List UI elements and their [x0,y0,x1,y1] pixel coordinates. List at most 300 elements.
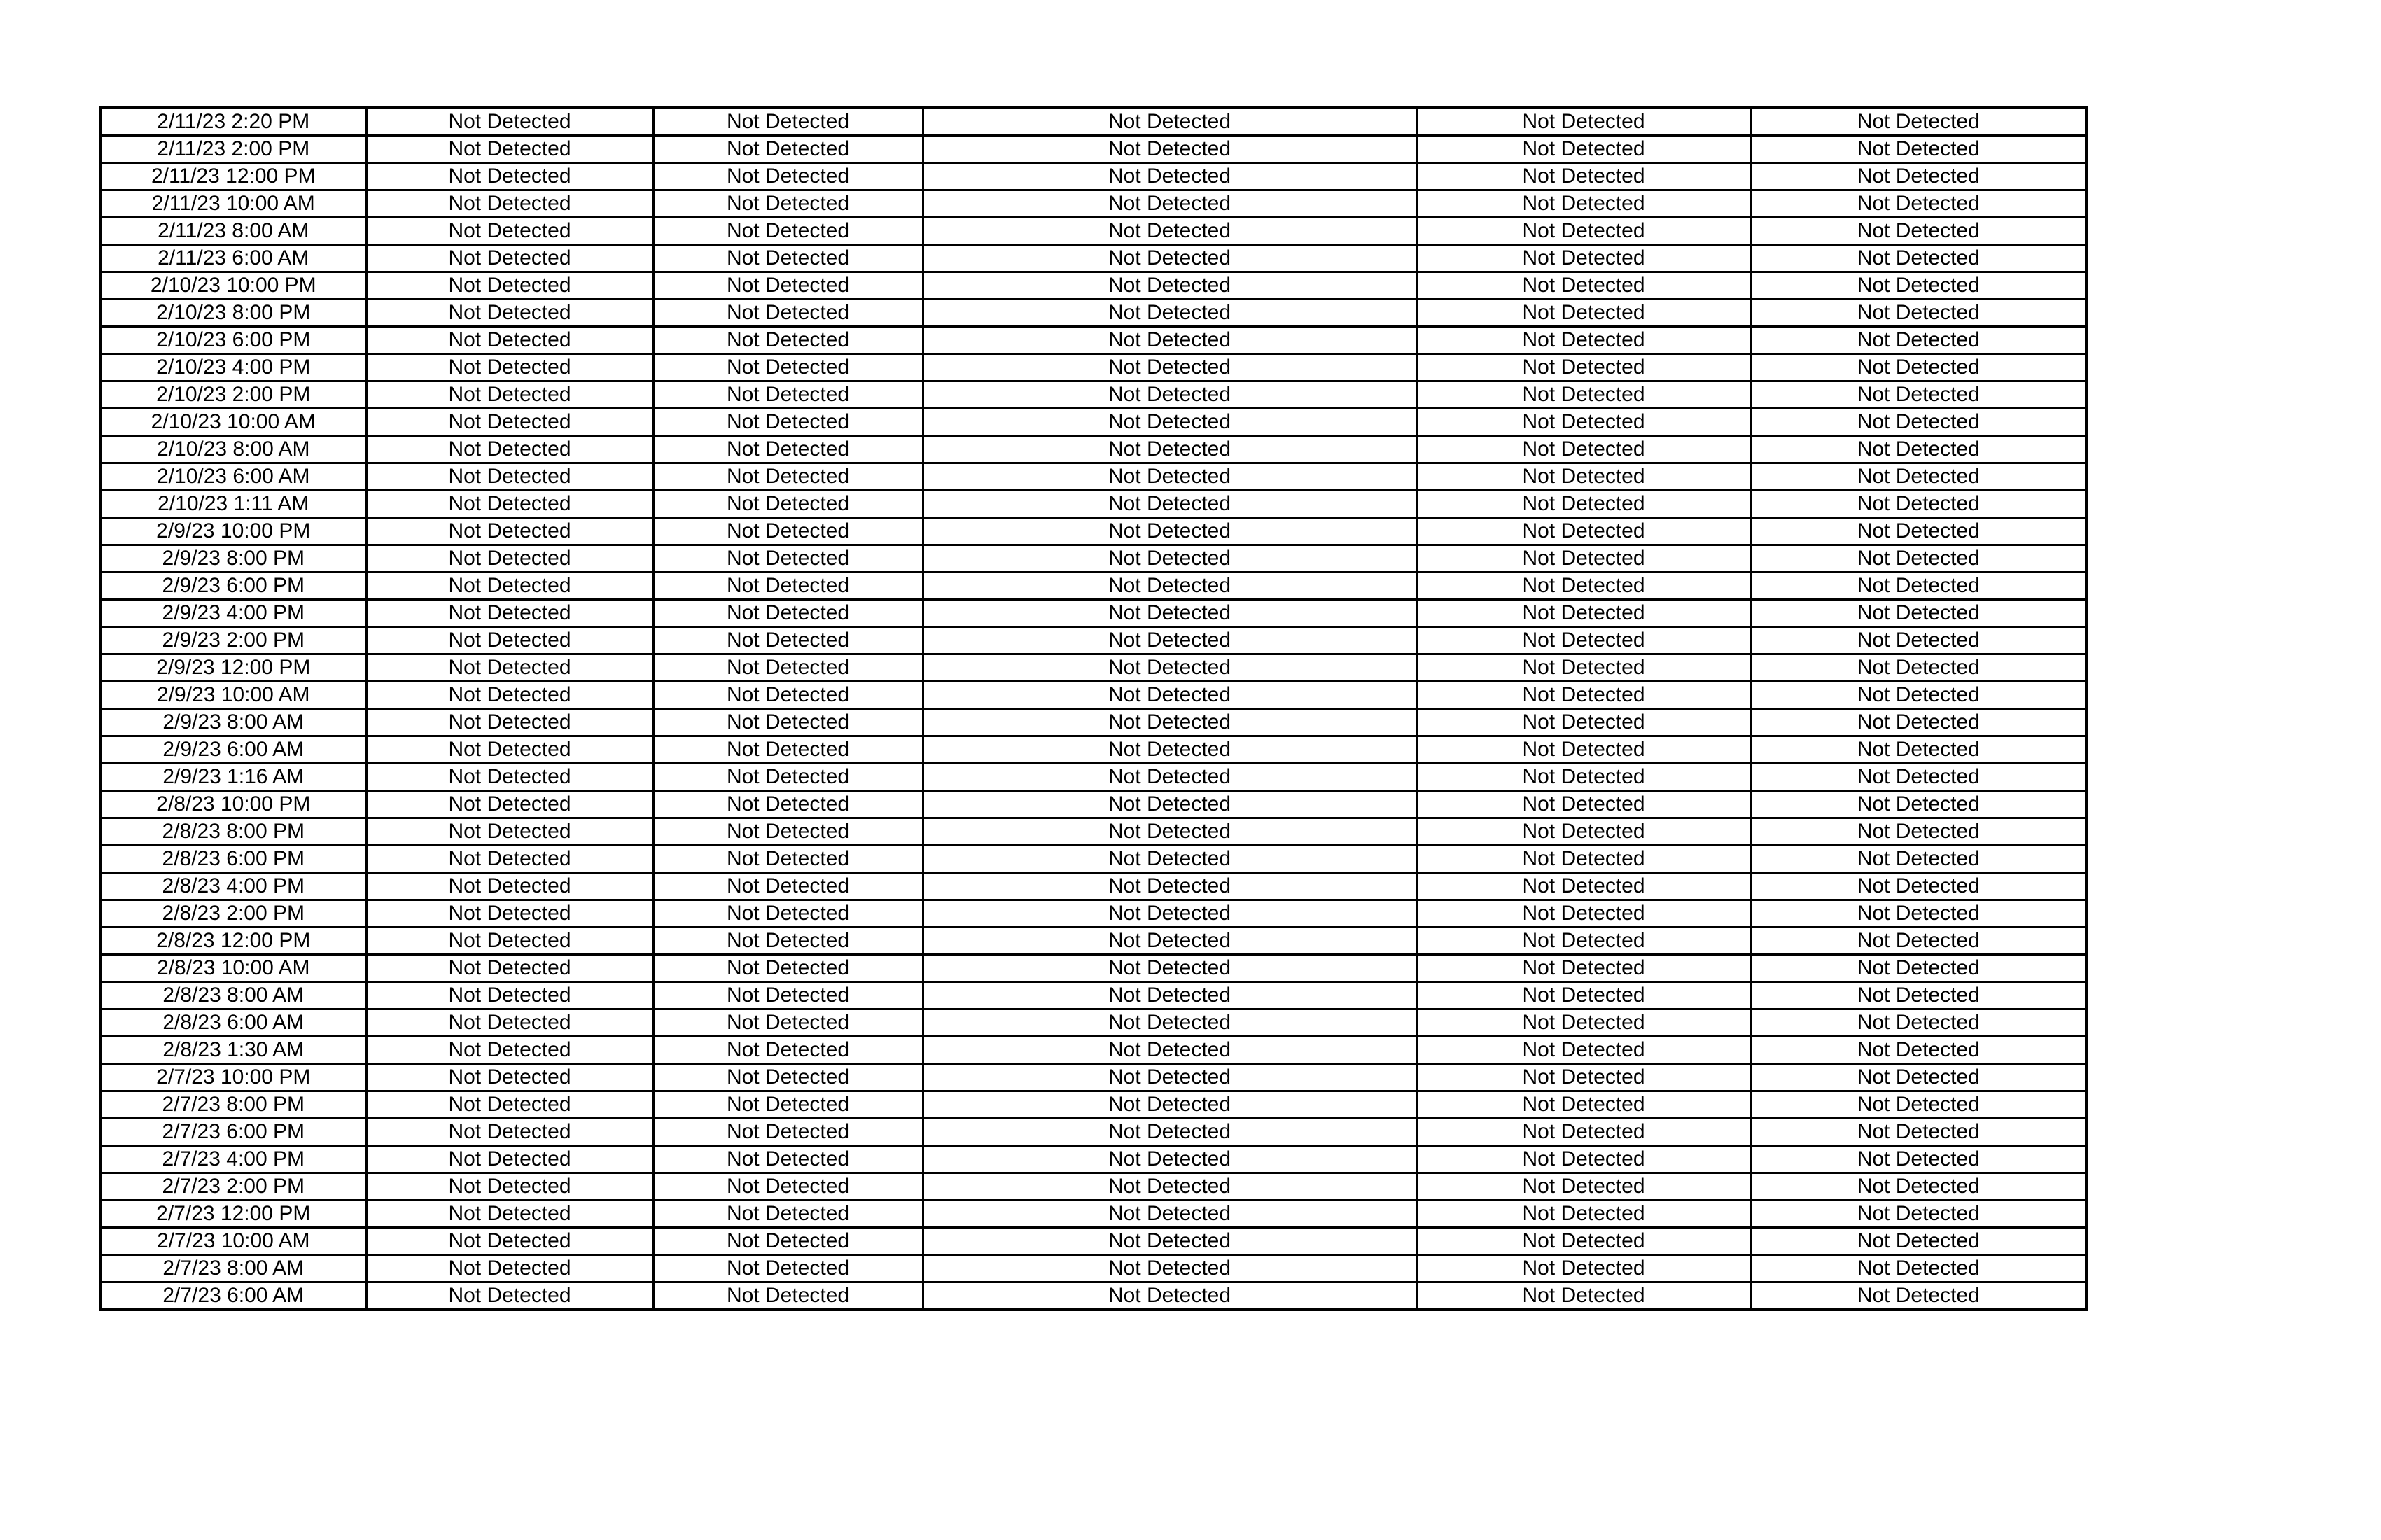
result-cell-5: Not Detected [1751,736,2086,764]
result-cell-3: Not Detected [923,518,1416,545]
timestamp-cell: 2/10/23 6:00 PM [100,327,366,354]
result-cell-3: Not Detected [923,245,1416,272]
timestamp-cell: 2/10/23 10:00 AM [100,409,366,436]
result-cell-2: Not Detected [653,1091,923,1119]
timestamp-cell: 2/8/23 4:00 PM [100,873,366,900]
result-cell-4: Not Detected [1416,846,1751,873]
result-cell-1: Not Detected [366,709,653,736]
result-cell-3: Not Detected [923,1255,1416,1282]
result-cell-3: Not Detected [923,1064,1416,1091]
timestamp-cell: 2/11/23 8:00 AM [100,218,366,245]
result-cell-3: Not Detected [923,1119,1416,1146]
table-row [100,272,2086,300]
result-cell-4: Not Detected [1416,900,1751,927]
result-cell-1: Not Detected [366,1228,653,1255]
result-cell-2: Not Detected [653,436,923,463]
result-cell-1: Not Detected [366,654,653,682]
result-cell-3: Not Detected [923,927,1416,955]
table-row [100,136,2086,163]
result-cell-4: Not Detected [1416,1228,1751,1255]
result-cell-3: Not Detected [923,791,1416,818]
result-cell-5: Not Detected [1751,573,2086,600]
result-cell-4: Not Detected [1416,409,1751,436]
result-cell-1: Not Detected [366,272,653,300]
result-cell-4: Not Detected [1416,736,1751,764]
table-row [100,846,2086,873]
timestamp-cell: 2/11/23 2:00 PM [100,136,366,163]
result-cell-5: Not Detected [1751,955,2086,982]
results-table [99,106,2088,1311]
timestamp-cell: 2/7/23 12:00 PM [100,1200,366,1228]
result-cell-1: Not Detected [366,545,653,573]
result-cell-4: Not Detected [1416,136,1751,163]
table-row [100,1228,2086,1255]
result-cell-4: Not Detected [1416,764,1751,791]
table-row [100,300,2086,327]
result-cell-1: Not Detected [366,573,653,600]
result-cell-3: Not Detected [923,1091,1416,1119]
timestamp-cell: 2/7/23 8:00 PM [100,1091,366,1119]
table-row [100,955,2086,982]
result-cell-4: Not Detected [1416,218,1751,245]
result-cell-4: Not Detected [1416,1091,1751,1119]
result-cell-1: Not Detected [366,136,653,163]
result-cell-5: Not Detected [1751,1091,2086,1119]
result-cell-5: Not Detected [1751,846,2086,873]
timestamp-cell: 2/8/23 1:30 AM [100,1037,366,1064]
timestamp-cell: 2/7/23 4:00 PM [100,1146,366,1173]
result-cell-4: Not Detected [1416,1009,1751,1037]
result-cell-3: Not Detected [923,764,1416,791]
timestamp-cell: 2/7/23 2:00 PM [100,1173,366,1200]
result-cell-5: Not Detected [1751,764,2086,791]
result-cell-4: Not Detected [1416,627,1751,654]
result-cell-4: Not Detected [1416,1173,1751,1200]
result-cell-2: Not Detected [653,600,923,627]
result-cell-4: Not Detected [1416,436,1751,463]
result-cell-2: Not Detected [653,1255,923,1282]
result-cell-5: Not Detected [1751,1009,2086,1037]
timestamp-cell: 2/7/23 6:00 PM [100,1119,366,1146]
result-cell-5: Not Detected [1751,682,2086,709]
result-cell-5: Not Detected [1751,1200,2086,1228]
result-cell-2: Not Detected [653,927,923,955]
table-row [100,791,2086,818]
result-cell-2: Not Detected [653,354,923,382]
result-cell-5: Not Detected [1751,190,2086,218]
result-cell-5: Not Detected [1751,791,2086,818]
result-cell-2: Not Detected [653,982,923,1009]
result-cell-3: Not Detected [923,136,1416,163]
table-row [100,491,2086,518]
timestamp-cell: 2/7/23 8:00 AM [100,1255,366,1282]
result-cell-4: Not Detected [1416,463,1751,491]
result-cell-4: Not Detected [1416,327,1751,354]
timestamp-cell: 2/9/23 12:00 PM [100,654,366,682]
result-cell-2: Not Detected [653,136,923,163]
table-row [100,190,2086,218]
result-cell-4: Not Detected [1416,190,1751,218]
result-cell-4: Not Detected [1416,108,1751,136]
result-cell-5: Not Detected [1751,900,2086,927]
table-row [100,654,2086,682]
result-cell-1: Not Detected [366,190,653,218]
timestamp-cell: 2/8/23 8:00 AM [100,982,366,1009]
result-cell-2: Not Detected [653,818,923,846]
result-cell-5: Not Detected [1751,272,2086,300]
result-cell-4: Not Detected [1416,163,1751,190]
timestamp-cell: 2/10/23 6:00 AM [100,463,366,491]
result-cell-4: Not Detected [1416,518,1751,545]
table-row [100,573,2086,600]
result-cell-2: Not Detected [653,846,923,873]
result-cell-5: Not Detected [1751,1037,2086,1064]
result-cell-4: Not Detected [1416,1119,1751,1146]
table-row [100,163,2086,190]
result-cell-3: Not Detected [923,463,1416,491]
result-cell-3: Not Detected [923,654,1416,682]
result-cell-2: Not Detected [653,1173,923,1200]
result-cell-3: Not Detected [923,436,1416,463]
timestamp-cell: 2/9/23 10:00 PM [100,518,366,545]
result-cell-1: Not Detected [366,900,653,927]
result-cell-5: Not Detected [1751,300,2086,327]
timestamp-cell: 2/7/23 10:00 AM [100,1228,366,1255]
result-cell-5: Not Detected [1751,927,2086,955]
result-cell-5: Not Detected [1751,354,2086,382]
result-cell-4: Not Detected [1416,545,1751,573]
result-cell-3: Not Detected [923,900,1416,927]
result-cell-5: Not Detected [1751,218,2086,245]
result-cell-2: Not Detected [653,873,923,900]
result-cell-1: Not Detected [366,463,653,491]
result-cell-2: Not Detected [653,327,923,354]
result-cell-5: Not Detected [1751,409,2086,436]
result-cell-3: Not Detected [923,1146,1416,1173]
result-cell-1: Not Detected [366,736,653,764]
result-cell-3: Not Detected [923,354,1416,382]
result-cell-4: Not Detected [1416,1037,1751,1064]
result-cell-2: Not Detected [653,163,923,190]
result-cell-4: Not Detected [1416,1255,1751,1282]
result-cell-1: Not Detected [366,818,653,846]
timestamp-cell: 2/9/23 2:00 PM [100,627,366,654]
result-cell-1: Not Detected [366,163,653,190]
result-cell-2: Not Detected [653,1282,923,1310]
result-cell-2: Not Detected [653,463,923,491]
result-cell-3: Not Detected [923,409,1416,436]
result-cell-5: Not Detected [1751,245,2086,272]
table-row [100,245,2086,272]
result-cell-3: Not Detected [923,982,1416,1009]
result-cell-5: Not Detected [1751,108,2086,136]
table-row [100,1064,2086,1091]
result-cell-3: Not Detected [923,709,1416,736]
result-cell-3: Not Detected [923,300,1416,327]
table-row [100,818,2086,846]
result-cell-1: Not Detected [366,1146,653,1173]
result-cell-1: Not Detected [366,1282,653,1310]
timestamp-cell: 2/10/23 8:00 PM [100,300,366,327]
result-cell-5: Not Detected [1751,1146,2086,1173]
result-cell-5: Not Detected [1751,1228,2086,1255]
result-cell-2: Not Detected [653,709,923,736]
timestamp-cell: 2/9/23 4:00 PM [100,600,366,627]
timestamp-cell: 2/9/23 8:00 PM [100,545,366,573]
result-cell-5: Not Detected [1751,163,2086,190]
timestamp-cell: 2/10/23 8:00 AM [100,436,366,463]
result-cell-1: Not Detected [366,791,653,818]
result-cell-1: Not Detected [366,764,653,791]
table-row [100,627,2086,654]
table-row [100,354,2086,382]
result-cell-2: Not Detected [653,654,923,682]
timestamp-cell: 2/9/23 1:16 AM [100,764,366,791]
result-cell-3: Not Detected [923,382,1416,409]
timestamp-cell: 2/10/23 1:11 AM [100,491,366,518]
result-cell-2: Not Detected [653,518,923,545]
result-cell-5: Not Detected [1751,1173,2086,1200]
result-cell-5: Not Detected [1751,818,2086,846]
result-cell-2: Not Detected [653,627,923,654]
table-row [100,1146,2086,1173]
result-cell-4: Not Detected [1416,791,1751,818]
result-cell-4: Not Detected [1416,654,1751,682]
results-table-body [100,108,2086,1310]
result-cell-4: Not Detected [1416,354,1751,382]
result-cell-4: Not Detected [1416,982,1751,1009]
result-cell-4: Not Detected [1416,1200,1751,1228]
result-cell-2: Not Detected [653,1009,923,1037]
result-cell-2: Not Detected [653,736,923,764]
result-cell-4: Not Detected [1416,300,1751,327]
result-cell-3: Not Detected [923,1173,1416,1200]
result-cell-2: Not Detected [653,955,923,982]
result-cell-3: Not Detected [923,873,1416,900]
result-cell-1: Not Detected [366,682,653,709]
result-cell-2: Not Detected [653,300,923,327]
timestamp-cell: 2/7/23 10:00 PM [100,1064,366,1091]
result-cell-2: Not Detected [653,272,923,300]
timestamp-cell: 2/10/23 10:00 PM [100,272,366,300]
result-cell-1: Not Detected [366,409,653,436]
result-cell-4: Not Detected [1416,272,1751,300]
result-cell-4: Not Detected [1416,818,1751,846]
result-cell-3: Not Detected [923,818,1416,846]
result-cell-1: Not Detected [366,627,653,654]
result-cell-2: Not Detected [653,1200,923,1228]
result-cell-4: Not Detected [1416,600,1751,627]
result-cell-2: Not Detected [653,1119,923,1146]
table-row [100,1255,2086,1282]
result-cell-2: Not Detected [653,764,923,791]
result-cell-3: Not Detected [923,682,1416,709]
table-row [100,409,2086,436]
timestamp-cell: 2/11/23 2:20 PM [100,108,366,136]
timestamp-cell: 2/8/23 2:00 PM [100,900,366,927]
result-cell-3: Not Detected [923,491,1416,518]
result-cell-1: Not Detected [366,1091,653,1119]
result-cell-2: Not Detected [653,1064,923,1091]
result-cell-4: Not Detected [1416,491,1751,518]
result-cell-4: Not Detected [1416,927,1751,955]
result-cell-5: Not Detected [1751,654,2086,682]
table-row [100,927,2086,955]
table-row [100,1173,2086,1200]
table-row [100,463,2086,491]
result-cell-3: Not Detected [923,1282,1416,1310]
results-sheet [99,106,2085,1311]
timestamp-cell: 2/8/23 10:00 PM [100,791,366,818]
result-cell-3: Not Detected [923,163,1416,190]
timestamp-cell: 2/10/23 4:00 PM [100,354,366,382]
result-cell-3: Not Detected [923,736,1416,764]
result-cell-3: Not Detected [923,108,1416,136]
result-cell-1: Not Detected [366,1009,653,1037]
table-row [100,436,2086,463]
result-cell-2: Not Detected [653,545,923,573]
result-cell-1: Not Detected [366,327,653,354]
result-cell-1: Not Detected [366,108,653,136]
result-cell-1: Not Detected [366,600,653,627]
result-cell-2: Not Detected [653,218,923,245]
result-cell-2: Not Detected [653,382,923,409]
result-cell-1: Not Detected [366,873,653,900]
timestamp-cell: 2/8/23 8:00 PM [100,818,366,846]
result-cell-1: Not Detected [366,436,653,463]
result-cell-5: Not Detected [1751,1255,2086,1282]
result-cell-2: Not Detected [653,409,923,436]
table-row [100,873,2086,900]
result-cell-1: Not Detected [366,518,653,545]
table-row [100,900,2086,927]
timestamp-cell: 2/7/23 6:00 AM [100,1282,366,1310]
result-cell-1: Not Detected [366,1119,653,1146]
result-cell-5: Not Detected [1751,709,2086,736]
table-row [100,600,2086,627]
result-cell-4: Not Detected [1416,245,1751,272]
result-cell-1: Not Detected [366,846,653,873]
result-cell-5: Not Detected [1751,1119,2086,1146]
table-row [100,545,2086,573]
result-cell-5: Not Detected [1751,382,2086,409]
timestamp-cell: 2/11/23 6:00 AM [100,245,366,272]
result-cell-5: Not Detected [1751,545,2086,573]
table-row [100,1119,2086,1146]
table-row [100,1091,2086,1119]
timestamp-cell: 2/10/23 2:00 PM [100,382,366,409]
table-row [100,764,2086,791]
timestamp-cell: 2/8/23 10:00 AM [100,955,366,982]
result-cell-1: Not Detected [366,1173,653,1200]
result-cell-5: Not Detected [1751,463,2086,491]
timestamp-cell: 2/9/23 8:00 AM [100,709,366,736]
result-cell-5: Not Detected [1751,1064,2086,1091]
result-cell-1: Not Detected [366,245,653,272]
result-cell-2: Not Detected [653,1146,923,1173]
result-cell-4: Not Detected [1416,1282,1751,1310]
result-cell-2: Not Detected [653,900,923,927]
result-cell-5: Not Detected [1751,627,2086,654]
table-row [100,982,2086,1009]
result-cell-1: Not Detected [366,382,653,409]
result-cell-5: Not Detected [1751,136,2086,163]
result-cell-3: Not Detected [923,190,1416,218]
timestamp-cell: 2/11/23 10:00 AM [100,190,366,218]
result-cell-4: Not Detected [1416,955,1751,982]
table-row [100,1282,2086,1310]
result-cell-1: Not Detected [366,982,653,1009]
result-cell-2: Not Detected [653,190,923,218]
result-cell-1: Not Detected [366,927,653,955]
result-cell-2: Not Detected [653,245,923,272]
result-cell-5: Not Detected [1751,600,2086,627]
result-cell-2: Not Detected [653,491,923,518]
result-cell-1: Not Detected [366,1037,653,1064]
timestamp-cell: 2/11/23 12:00 PM [100,163,366,190]
result-cell-3: Not Detected [923,545,1416,573]
result-cell-5: Not Detected [1751,436,2086,463]
result-cell-1: Not Detected [366,354,653,382]
result-cell-4: Not Detected [1416,1146,1751,1173]
result-cell-4: Not Detected [1416,1064,1751,1091]
timestamp-cell: 2/9/23 10:00 AM [100,682,366,709]
result-cell-3: Not Detected [923,1200,1416,1228]
result-cell-3: Not Detected [923,327,1416,354]
result-cell-5: Not Detected [1751,1282,2086,1310]
result-cell-5: Not Detected [1751,327,2086,354]
timestamp-cell: 2/8/23 6:00 PM [100,846,366,873]
table-row [100,382,2086,409]
result-cell-1: Not Detected [366,1064,653,1091]
result-cell-1: Not Detected [366,491,653,518]
table-row [100,709,2086,736]
result-cell-1: Not Detected [366,1255,653,1282]
result-cell-3: Not Detected [923,846,1416,873]
table-row [100,736,2086,764]
result-cell-3: Not Detected [923,272,1416,300]
result-cell-2: Not Detected [653,1037,923,1064]
result-cell-3: Not Detected [923,1009,1416,1037]
timestamp-cell: 2/9/23 6:00 PM [100,573,366,600]
result-cell-2: Not Detected [653,108,923,136]
result-cell-3: Not Detected [923,1228,1416,1255]
result-cell-5: Not Detected [1751,873,2086,900]
table-row [100,1200,2086,1228]
table-row [100,1009,2086,1037]
result-cell-5: Not Detected [1751,518,2086,545]
result-cell-5: Not Detected [1751,491,2086,518]
table-row [100,682,2086,709]
result-cell-2: Not Detected [653,791,923,818]
result-cell-4: Not Detected [1416,709,1751,736]
result-cell-4: Not Detected [1416,382,1751,409]
table-row [100,218,2086,245]
result-cell-2: Not Detected [653,1228,923,1255]
table-row [100,327,2086,354]
result-cell-3: Not Detected [923,627,1416,654]
result-cell-2: Not Detected [653,573,923,600]
table-row [100,518,2086,545]
result-cell-5: Not Detected [1751,982,2086,1009]
table-row [100,1037,2086,1064]
timestamp-cell: 2/9/23 6:00 AM [100,736,366,764]
result-cell-3: Not Detected [923,218,1416,245]
table-row [100,108,2086,136]
result-cell-3: Not Detected [923,600,1416,627]
result-cell-3: Not Detected [923,955,1416,982]
result-cell-1: Not Detected [366,218,653,245]
